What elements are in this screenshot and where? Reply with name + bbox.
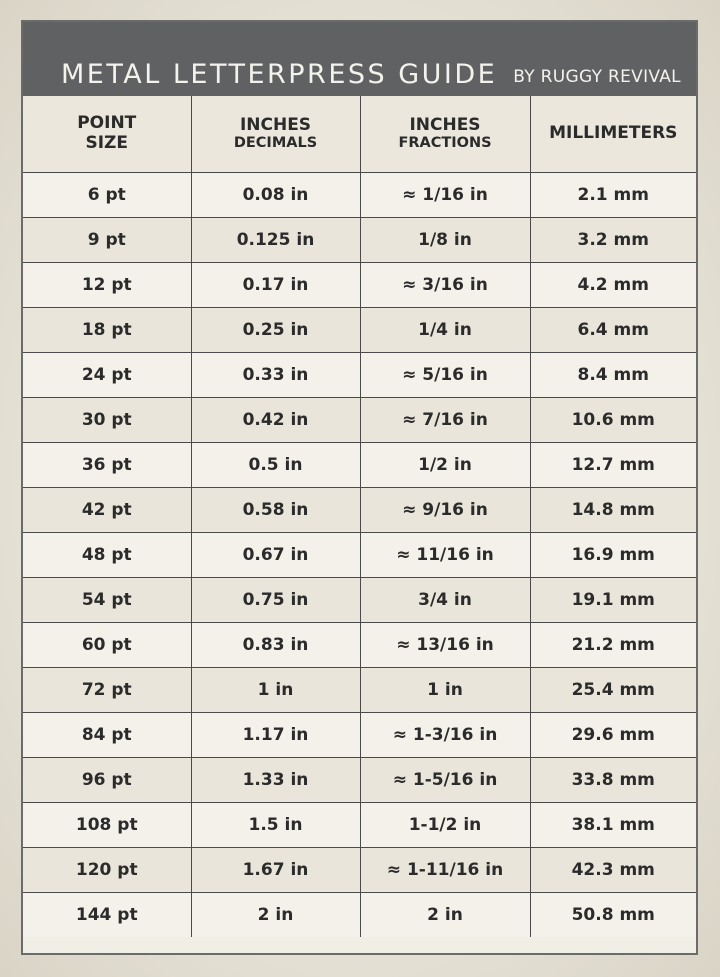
cell-inches-decimal: 0.75 in	[191, 578, 360, 623]
header-sublabel: SIZE	[85, 133, 128, 153]
table-row	[23, 173, 696, 218]
cell-inches-decimal: 0.83 in	[191, 623, 360, 668]
cell-point-size: 42 pt	[23, 488, 191, 533]
byline: BY RUGGY REVIVAL	[513, 67, 681, 87]
cell-millimeters: 16.9 mm	[530, 533, 696, 578]
table-row	[23, 488, 696, 533]
cell-inches-fraction: ≈ 5/16 in	[360, 353, 530, 398]
cell-point-size: 24 pt	[23, 353, 191, 398]
table-row	[23, 803, 696, 848]
table-row	[23, 308, 696, 353]
cell-point-size: 12 pt	[23, 263, 191, 308]
cell-millimeters: 10.6 mm	[530, 398, 696, 443]
header-label: INCHES	[239, 114, 312, 135]
cell-millimeters: 19.1 mm	[530, 578, 696, 623]
cell-inches-decimal: 0.5 in	[191, 443, 360, 488]
table-row	[23, 398, 696, 443]
cell-point-size: 6 pt	[23, 173, 191, 218]
cell-inches-decimal: 1 in	[191, 668, 360, 713]
cell-millimeters: 42.3 mm	[530, 848, 696, 893]
cell-millimeters: 25.4 mm	[530, 668, 696, 713]
cell-point-size: 96 pt	[23, 758, 191, 803]
cell-point-size: 108 pt	[23, 803, 191, 848]
cell-inches-fraction: 1/8 in	[360, 218, 530, 263]
cell-inches-decimal: 1.33 in	[191, 758, 360, 803]
cell-point-size: 36 pt	[23, 443, 191, 488]
header-sublabel: FRACTIONS	[398, 135, 492, 152]
cell-inches-fraction: 3/4 in	[360, 578, 530, 623]
table-row	[23, 533, 696, 578]
cell-inches-decimal: 1.67 in	[191, 848, 360, 893]
cell-inches-fraction: ≈ 13/16 in	[360, 623, 530, 668]
table-row	[23, 623, 696, 668]
cell-inches-decimal: 1.17 in	[191, 713, 360, 758]
cell-inches-decimal: 0.17 in	[191, 263, 360, 308]
table-row	[23, 848, 696, 893]
cell-point-size: 30 pt	[23, 398, 191, 443]
header-label: POINT	[77, 113, 137, 134]
cell-inches-decimal: 0.67 in	[191, 533, 360, 578]
cell-inches-decimal: 0.42 in	[191, 398, 360, 443]
cell-inches-fraction: ≈ 1-3/16 in	[360, 713, 530, 758]
table-row	[23, 668, 696, 713]
cell-point-size: 18 pt	[23, 308, 191, 353]
table-row	[23, 578, 696, 623]
cell-millimeters: 29.6 mm	[530, 713, 696, 758]
header-label: INCHES	[409, 114, 481, 135]
header-label: MILLIMETERS	[549, 123, 678, 144]
header-inches-decimals	[191, 96, 360, 173]
cell-point-size: 9 pt	[23, 218, 191, 263]
cell-inches-fraction: ≈ 1-5/16 in	[360, 758, 530, 803]
cell-inches-fraction: 1 in	[360, 668, 530, 713]
cell-point-size: 120 pt	[23, 848, 191, 893]
page-title: METAL LETTERPRESS GUIDE	[61, 59, 498, 90]
cell-point-size: 54 pt	[23, 578, 191, 623]
title-banner	[23, 22, 696, 96]
table-body	[23, 173, 696, 938]
cell-millimeters: 2.1 mm	[530, 173, 696, 218]
header-millimeters	[530, 96, 696, 173]
cell-inches-fraction: ≈ 1/16 in	[360, 173, 530, 218]
cell-millimeters: 8.4 mm	[530, 353, 696, 398]
table-row	[23, 713, 696, 758]
cell-inches-fraction: 1/2 in	[360, 443, 530, 488]
table-row	[23, 353, 696, 398]
cell-inches-decimal: 1.5 in	[191, 803, 360, 848]
cell-inches-fraction: ≈ 3/16 in	[360, 263, 530, 308]
header-inches-fractions	[360, 96, 530, 173]
cell-millimeters: 14.8 mm	[530, 488, 696, 533]
cell-point-size: 48 pt	[23, 533, 191, 578]
header-row	[23, 96, 696, 173]
cell-inches-fraction: 2 in	[360, 893, 530, 938]
cell-millimeters: 38.1 mm	[530, 803, 696, 848]
table-row	[23, 218, 696, 263]
cell-inches-decimal: 0.25 in	[191, 308, 360, 353]
cell-point-size: 60 pt	[23, 623, 191, 668]
cell-inches-fraction: ≈ 11/16 in	[360, 533, 530, 578]
table-row	[23, 893, 696, 938]
cell-millimeters: 50.8 mm	[530, 893, 696, 938]
cell-inches-decimal: 0.08 in	[191, 173, 360, 218]
cell-millimeters: 12.7 mm	[530, 443, 696, 488]
cell-inches-decimal: 0.58 in	[191, 488, 360, 533]
conversion-table	[23, 96, 696, 937]
table-row	[23, 263, 696, 308]
cell-inches-decimal: 0.33 in	[191, 353, 360, 398]
cell-millimeters: 4.2 mm	[530, 263, 696, 308]
cell-millimeters: 3.2 mm	[530, 218, 696, 263]
cell-millimeters: 21.2 mm	[530, 623, 696, 668]
header-point-size	[23, 96, 191, 173]
cell-millimeters: 33.8 mm	[530, 758, 696, 803]
cell-inches-fraction: 1/4 in	[360, 308, 530, 353]
cell-point-size: 72 pt	[23, 668, 191, 713]
cell-inches-fraction: ≈ 1-11/16 in	[360, 848, 530, 893]
cell-inches-decimal: 2 in	[191, 893, 360, 938]
table-row	[23, 758, 696, 803]
table-row	[23, 443, 696, 488]
cell-inches-fraction: ≈ 9/16 in	[360, 488, 530, 533]
cell-point-size: 84 pt	[23, 713, 191, 758]
cell-point-size: 144 pt	[23, 893, 191, 938]
header-sublabel: DECIMALS	[233, 135, 318, 152]
guide-card	[21, 20, 698, 955]
cell-inches-fraction: ≈ 7/16 in	[360, 398, 530, 443]
cell-inches-decimal: 0.125 in	[191, 218, 360, 263]
cell-inches-fraction: 1-1/2 in	[360, 803, 530, 848]
cell-millimeters: 6.4 mm	[530, 308, 696, 353]
